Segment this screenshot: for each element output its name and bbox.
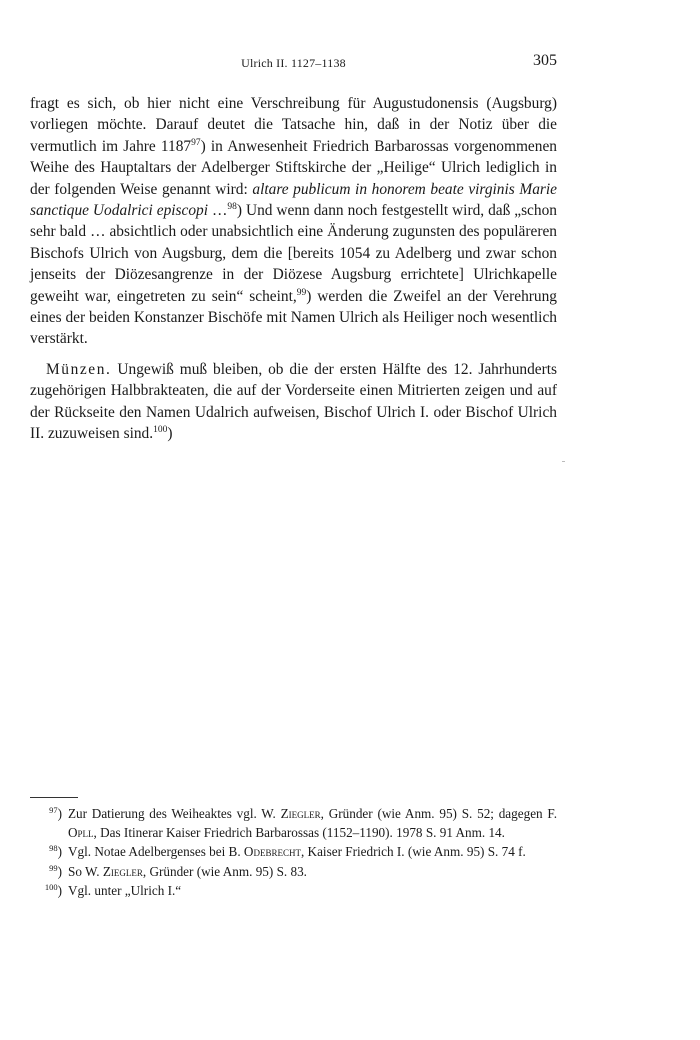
footnote-99 xyxy=(30,863,557,882)
text-run: fragt es sich, ob hier nicht eine Verschreibung für Augustudonensis (Augsburg) vorliegen möchte. Darauf deutet die Tatsache hin, daß in der Notiz über die vermutlich im Jahre 1187 xyxy=(30,95,557,155)
text-run: … xyxy=(208,202,228,220)
footnote-divider xyxy=(30,797,78,798)
footnote-number: $^{100}$) xyxy=(44,882,62,899)
footnote-number: $^{97}$) xyxy=(49,805,62,821)
footnote-98 xyxy=(30,843,557,862)
page-header xyxy=(30,52,557,72)
footnote-ref: 98 xyxy=(227,202,237,213)
text-run: ) in Anwesenheit Friedrich Barbarossas vorgenommenen Weihe des Hauptaltars der Adelberger Stiftskirche der „Heilige“ Ulrich lediglich in der folgenden Weise genannt wird: xyxy=(30,137,557,198)
footnote-text: So W. Ziegler, Gründer (wie Anm. 95) S. 83. xyxy=(68,863,307,879)
footnote-text: Zur Datierung des Weiheaktes vgl. W. Ziegler, Gründer (wie Anm. 95) S. 52; dagegen F. Opll, Das Itinerar Kaiser Friedrich Barbarossas (1152–1190). 1978 S. 91 Anm. 14. xyxy=(68,806,557,840)
footnotes xyxy=(30,805,557,902)
main-text xyxy=(30,93,557,445)
text-run: ) xyxy=(167,425,173,443)
running-head: Ulrich II. 1127–1138 xyxy=(241,56,346,70)
footnote-text: Vgl. unter „Ulrich I.“ xyxy=(68,883,182,899)
author-name: Ziegler xyxy=(280,806,321,821)
footnote-text: Vgl. Notae Adelbergenses bei B. Odebrecht, Kaiser Friedrich I. (wie Anm. 95) S. 74 f. xyxy=(68,844,526,860)
footnote-ref: 100 xyxy=(153,425,168,436)
text-run: ) Und wenn dann noch festgestellt wird, daß „schon sehr bald … absichtlich oder unabsichtlich eine Änderung zugunsten des populäreren Bischofs Ulrich von Augsburg, dem die [bereits 1054 zu Adelberg und zwar schon jenseits der Diözesangrenze in der Diözese Augsburg errichtete] Ulrichkapelle geweiht war, eingetreten zu sein“ scheint, xyxy=(30,202,557,305)
latin-quote: altare publicum in honorem beate virginis Marie sanctique Uodalrici episcopi xyxy=(30,180,557,220)
footnote-number: $^{99}$) xyxy=(49,862,62,879)
paragraph-2 xyxy=(30,359,557,445)
footnote-100 xyxy=(30,882,557,901)
footnote-ref: 97 xyxy=(191,137,201,148)
paragraph-1 xyxy=(30,93,557,350)
stray-mark xyxy=(562,461,565,462)
text-run: ) werden die Zweifel an der Verehrung eines der beiden Konstanzer Bischöfe mit Namen Ulrich als Heiliger noch wesentlich verstärkt. xyxy=(30,287,558,348)
author-name: Ziegler xyxy=(102,863,143,879)
author-name: Odebrecht xyxy=(243,844,301,860)
text-run: Ungewiß muß bleiben, ob die der ersten Hälfte des 12. Jahrhunderts zugehörigen Halbbrakteaten, die auf der Vorderseite einen Mitrierten zeigen und auf der Rückseite den Namen Udalrich aufweisen, Bischof Ulrich I. oder Bischof Ulrich II. zuzuweisen sind. xyxy=(30,360,557,443)
footnote-ref: 99 xyxy=(296,287,307,298)
section-keyword: Münzen. xyxy=(46,360,112,378)
footnote-number: $^{98}$) xyxy=(49,843,62,860)
footnote-97 xyxy=(30,805,557,842)
author-name: Opll xyxy=(68,824,94,840)
page-number: 305 xyxy=(533,52,557,69)
